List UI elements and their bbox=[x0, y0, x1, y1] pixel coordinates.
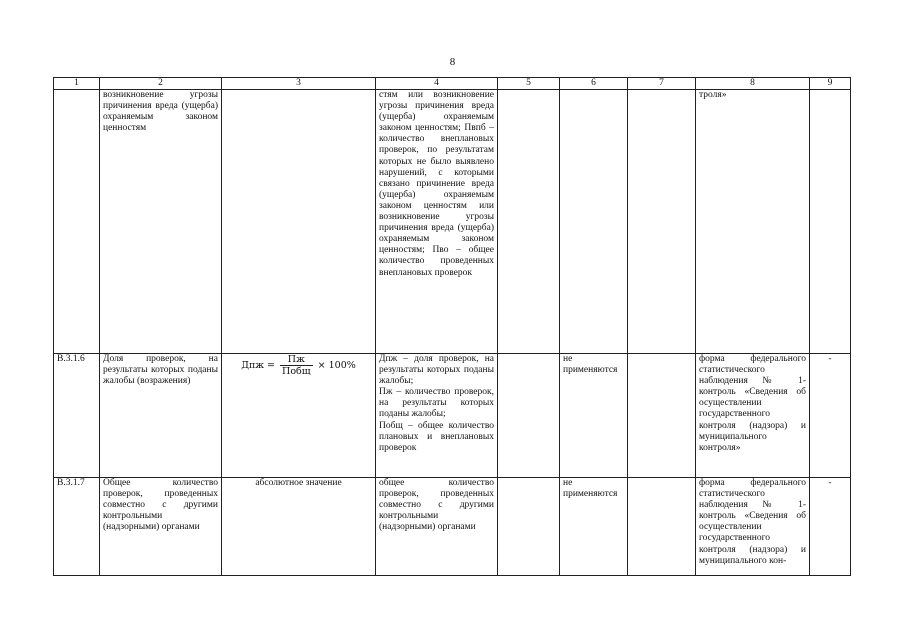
row-name: Общее количество проверок, проведенных совместно с другими контрольными (надзорными) органами bbox=[100, 478, 222, 576]
col-header-3: 3 bbox=[222, 78, 376, 90]
col-header-7: 7 bbox=[628, 78, 696, 90]
row-col6: не применяются bbox=[560, 478, 628, 576]
formula-fraction bbox=[280, 354, 313, 377]
col-header-2: 2 bbox=[100, 78, 222, 90]
table-row bbox=[54, 354, 851, 478]
description-line: Побщ – общее количество плановых и внеплановых проверок bbox=[379, 420, 494, 453]
indicators-table bbox=[53, 77, 851, 576]
row-source: форма федерального статистического наблюдения № 1-контроль «Сведения об осуществлении государственного контроля (надзора) и муниципального контроля» bbox=[696, 354, 810, 478]
row-col9: - bbox=[810, 478, 851, 576]
row-description: стям или возникновение угрозы причинения вреда (ущерба) охраняемым законом ценностям; Пвпб – количество внеплановых проверок, по результатам которых не было выявлено нарушений, с которыми связано причинение вреда (ущерба) охраняемым законом ценностям или возникновение угрозы причинения вреда (ущерба) охраняемым законом ценностям; Пво – общее количество проведенных внеплановых проверок bbox=[376, 90, 498, 354]
header-row bbox=[54, 78, 851, 90]
row-col6: не применяются bbox=[560, 354, 628, 478]
formula-expression bbox=[241, 354, 356, 377]
row-name: Доля проверок, на результаты которых поданы жалобы (возражения) bbox=[100, 354, 222, 478]
row-col9: - bbox=[810, 354, 851, 478]
col-header-5: 5 bbox=[498, 78, 560, 90]
row-formula: абсолютное значение bbox=[222, 478, 376, 576]
row-col5 bbox=[498, 90, 560, 354]
row-description: общее количество проверок, проведенных совместно с другими контрольными (надзорными) органами bbox=[376, 478, 498, 576]
page-number: 8 bbox=[449, 56, 456, 68]
description-line: Дпж – доля проверок, на результаты которых поданы жалобы; bbox=[379, 354, 494, 387]
row-col5 bbox=[498, 478, 560, 576]
row-name: возникновение угрозы причинения вреда (ущерба) охраняемым законом ценностям bbox=[100, 90, 222, 354]
row-formula bbox=[222, 90, 376, 354]
col-header-8: 8 bbox=[696, 78, 810, 90]
col-header-1: 1 bbox=[54, 78, 100, 90]
row-description bbox=[376, 354, 498, 478]
row-formula bbox=[222, 354, 376, 478]
col-header-4: 4 bbox=[376, 78, 498, 90]
formula-denominator: Побщ bbox=[282, 366, 311, 377]
formula-numerator: Пж bbox=[280, 354, 313, 366]
row-source: троля» bbox=[696, 90, 810, 354]
formula-lhs: Дпж = bbox=[241, 360, 275, 371]
row-code bbox=[54, 90, 100, 354]
row-col7 bbox=[628, 478, 696, 576]
col-header-6: 6 bbox=[560, 78, 628, 90]
row-col7 bbox=[628, 90, 696, 354]
formula-rhs: × 100% bbox=[317, 360, 356, 371]
row-col7 bbox=[628, 354, 696, 478]
table-row bbox=[54, 90, 851, 354]
row-code: В.3.1.6 bbox=[54, 354, 100, 478]
table-row bbox=[54, 478, 851, 576]
row-col9 bbox=[810, 90, 851, 354]
row-col6 bbox=[560, 90, 628, 354]
col-header-9: 9 bbox=[810, 78, 851, 90]
description-line: Пж – количество проверок, на результаты которых поданы жалобы; bbox=[379, 387, 494, 420]
row-source: форма федерального статистического наблюдения № 1-контроль «Сведения об осуществлении государственного контроля (надзора) и муниципального кон- bbox=[696, 478, 810, 576]
row-col5 bbox=[498, 354, 560, 478]
row-code: В.3.1.7 bbox=[54, 478, 100, 576]
